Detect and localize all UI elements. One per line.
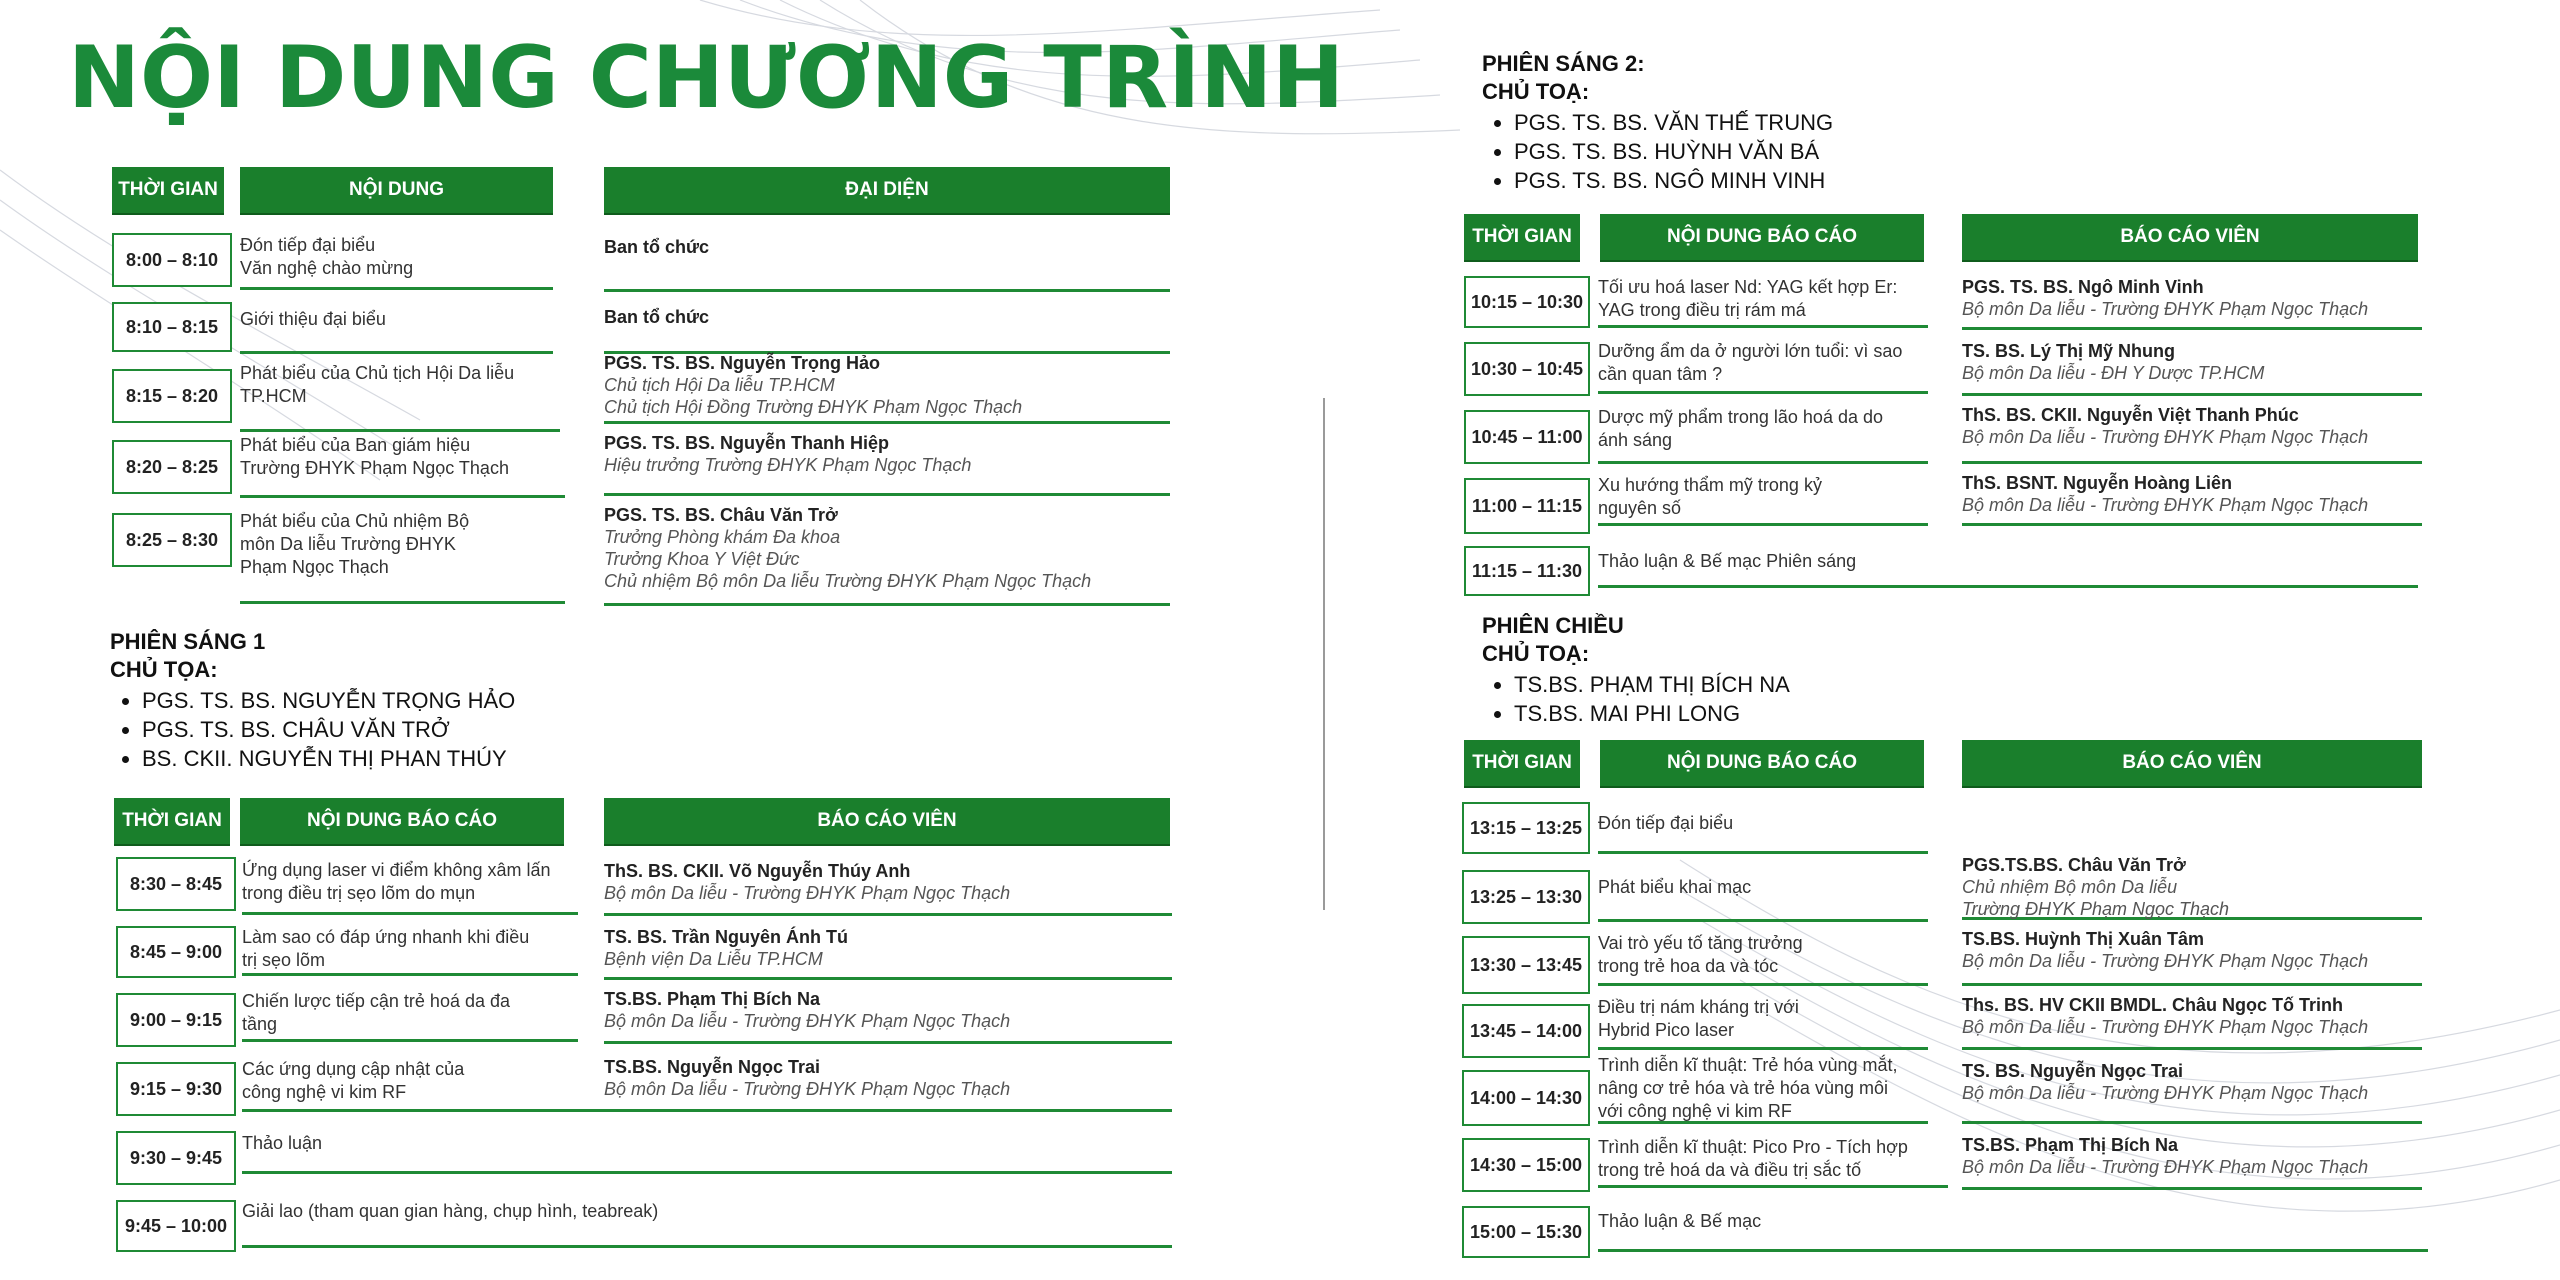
speaker-name: PGS. TS. BS. Châu Văn Trở xyxy=(604,505,838,525)
session3-speaker-cell xyxy=(1962,994,2422,1050)
content-line: Làm sao có đáp ứng nhanh khi điều xyxy=(242,927,530,947)
speaker-affiliation: Chủ nhiệm Bộ môn Da liễu xyxy=(1962,877,2178,897)
session2-chair-list xyxy=(1478,108,1833,195)
session3-header-rep: BÁO CÁO VIÊN xyxy=(1962,740,2422,786)
session3-time-cell: 13:45 – 14:00 xyxy=(1462,1004,1590,1058)
speaker-affiliation: Bộ môn Da liễu - Trường ĐHYK Phạm Ngọc Thạch xyxy=(1962,427,2369,447)
content-line: Trình diễn kĩ thuật: Trẻ hóa vùng mắt, xyxy=(1598,1055,1898,1075)
session3-content-cell xyxy=(1598,810,1928,854)
opening-header-content: NỘI DUNG xyxy=(240,167,553,213)
content-line: trong điều trị sẹo lõm do mụn xyxy=(242,883,476,903)
content-line: Ứng dụng laser vi điểm không xâm lấn xyxy=(242,860,551,880)
opening-content-cell xyxy=(240,232,553,290)
content-line: nguyên số xyxy=(1598,498,1682,518)
content-line: nâng cơ trẻ hóa và trẻ hóa vùng môi xyxy=(1598,1078,1888,1098)
content-line: Phát biểu của Chủ tịch Hội Da liễu xyxy=(240,363,515,383)
session3-content-cell xyxy=(1598,994,1928,1050)
speaker-affiliation: Trưởng Phòng khám Đa khoa xyxy=(604,527,841,547)
session2-speaker-cell xyxy=(1962,472,2422,526)
speaker-affiliation: Hiệu trưởng Trường ĐHYK Phạm Ngọc Thạch xyxy=(604,455,972,475)
session2-time-cell: 10:45 – 11:00 xyxy=(1464,410,1590,464)
session2-time-cell: 10:30 – 10:45 xyxy=(1464,342,1590,396)
session3-chair-label: CHỦ TOẠ: xyxy=(1482,641,1590,666)
session3-time-cell: 14:30 – 15:00 xyxy=(1462,1138,1590,1192)
content-line: Phát biểu của Ban giám hiệu xyxy=(240,435,471,455)
content-line: trong trẻ hoá da và điều trị sắc tố xyxy=(1598,1160,1862,1180)
session2-header-time: THỜI GIAN xyxy=(1464,214,1580,260)
session2-time-cell: 11:15 – 11:30 xyxy=(1464,546,1590,596)
session1-chair-label: CHỦ TỌA: xyxy=(110,657,218,682)
session3-content-cell xyxy=(1598,1052,1928,1124)
speaker-name: TS.BS. Huỳnh Thị Xuân Tâm xyxy=(1962,929,2205,949)
content-line: Tối ưu hoá laser Nd: YAG kết hợp Er: xyxy=(1598,277,1898,297)
session2-speaker-cell xyxy=(1962,404,2422,464)
session2-content-cell xyxy=(1598,274,1928,328)
chair-item: • PGS. TS. BS. NGÔ MINH VINH xyxy=(1514,166,1833,195)
session1-header-content: NỘI DUNG BÁO CÁO xyxy=(240,798,564,844)
session1-content-cell xyxy=(242,1198,1172,1248)
speaker-affiliation: Chủ tịch Hội Đồng Trường ĐHYK Phạm Ngọc Thạch xyxy=(604,397,1023,417)
session3-speaker-cell xyxy=(1962,1134,2422,1190)
speaker-affiliation: Bộ môn Da liễu - Trường ĐHYK Phạm Ngọc Thạch xyxy=(1962,495,2369,515)
session1-time-cell: 9:15 – 9:30 xyxy=(116,1062,236,1116)
opening-time-cell: 8:15 – 8:20 xyxy=(112,369,232,423)
content-line: Vai trò yếu tố tăng trưởng xyxy=(1598,933,1803,953)
opening-content-cell xyxy=(240,360,560,432)
speaker-affiliation: Bộ môn Da liễu - Trường ĐHYK Phạm Ngọc Thạch xyxy=(604,1011,1011,1031)
session1-time-cell: 9:30 – 9:45 xyxy=(116,1131,236,1185)
speaker-affiliation: Bộ môn Da liễu - ĐH Y Dược TP.HCM xyxy=(1962,363,2265,383)
content-line: trị sẹo lõm xyxy=(242,950,326,970)
content-line: Hybrid Pico laser xyxy=(1598,1020,1735,1040)
speaker-name: Ban tổ chức xyxy=(604,237,710,257)
session3-time-cell: 13:15 – 13:25 xyxy=(1462,802,1590,854)
session3-header-time: THỜI GIAN xyxy=(1464,740,1580,786)
session2-speaker-cell xyxy=(1962,276,2422,330)
session1-speaker-cell xyxy=(604,926,1172,980)
speaker-affiliation: Bộ môn Da liễu - Trường ĐHYK Phạm Ngọc Thạch xyxy=(1962,1157,2369,1177)
chair-item: • TS.BS. PHẠM THỊ BÍCH NA xyxy=(1514,670,1790,699)
session3-speaker-cell xyxy=(1962,1060,2422,1124)
content-line: TP.HCM xyxy=(240,386,307,406)
content-line: Giới thiệu đại biểu xyxy=(240,309,386,329)
session3-content-cell xyxy=(1598,1208,2428,1252)
session2-content-cell xyxy=(1598,548,2418,588)
content-line: môn Da liễu Trường ĐHYK xyxy=(240,534,456,554)
content-line: Trường ĐHYK Phạm Ngọc Thạch xyxy=(240,458,509,478)
session3-time-cell: 13:25 – 13:30 xyxy=(1462,870,1590,924)
content-line: YAG trong điều trị rám má xyxy=(1598,300,1806,320)
content-line: Điều trị nám kháng trị với xyxy=(1598,997,1799,1017)
speaker-affiliation: Trường ĐHYK Phạm Ngọc Thạch xyxy=(1962,899,2230,919)
session2-content-cell xyxy=(1598,404,1928,464)
session1-speaker-cell xyxy=(604,988,1172,1044)
opening-header-rep: ĐẠI DIỆN xyxy=(604,167,1170,213)
content-line: công nghệ vi kim RF xyxy=(242,1082,407,1102)
session3-header-content: NỘI DUNG BÁO CÁO xyxy=(1600,740,1924,786)
session2-title: PHIÊN SÁNG 2: xyxy=(1482,51,1645,76)
speaker-name: PGS. TS. BS. Nguyễn Trọng Hảo xyxy=(604,353,881,373)
content-line: Phạm Ngọc Thạch xyxy=(240,557,389,577)
session1-content-cell xyxy=(242,857,578,915)
speaker-name: ThS. BSNT. Nguyễn Hoàng Liên xyxy=(1962,473,2233,493)
chair-item: • PGS. TS. BS. HUỲNH VĂN BÁ xyxy=(1514,137,1833,166)
opening-content-cell xyxy=(240,432,565,498)
speaker-name: Ths. BS. HV CKII BMDL. Châu Ngọc Tố Trinh xyxy=(1962,995,2343,1015)
speaker-affiliation: Bộ môn Da liễu - Trường ĐHYK Phạm Ngọc Thạch xyxy=(1962,299,2369,319)
speaker-affiliation: Bệnh viện Da Liễu TP.HCM xyxy=(604,949,823,969)
session1-header-time: THỜI GIAN xyxy=(114,798,230,844)
speaker-affiliation: Chủ tịch Hội Da liễu TP.HCM xyxy=(604,375,835,395)
opening-speaker-cell xyxy=(604,352,1170,424)
opening-speaker-cell xyxy=(604,306,1170,354)
opening-speaker-cell xyxy=(604,504,1170,606)
session1-header-rep: BÁO CÁO VIÊN xyxy=(604,798,1170,844)
session1-time-cell: 8:30 – 8:45 xyxy=(116,857,236,911)
speaker-name: PGS. TS. BS. Nguyễn Thanh Hiệp xyxy=(604,433,890,453)
session3-time-cell: 15:00 – 15:30 xyxy=(1462,1206,1590,1258)
speaker-affiliation: Bộ môn Da liễu - Trường ĐHYK Phạm Ngọc Thạch xyxy=(604,1079,1011,1099)
opening-time-cell: 8:20 – 8:25 xyxy=(112,440,232,494)
chair-item: • PGS. TS. BS. VĂN THẾ TRUNG xyxy=(1514,108,1833,137)
content-line: Phát biểu khai mạc xyxy=(1598,877,1752,897)
opening-time-cell: 8:25 – 8:30 xyxy=(112,513,232,567)
session1-content-cell xyxy=(242,988,578,1042)
content-line: Văn nghệ chào mừng xyxy=(240,258,414,278)
content-line: Giải lao (tham quan gian hàng, chụp hình, teabreak) xyxy=(242,1201,659,1221)
content-line: Thảo luận xyxy=(242,1133,323,1153)
session1-time-cell: 9:00 – 9:15 xyxy=(116,993,236,1047)
opening-header-time: THỜI GIAN xyxy=(112,167,224,213)
speaker-affiliation: Bộ môn Da liễu - Trường ĐHYK Phạm Ngọc Thạch xyxy=(1962,1017,2369,1037)
opening-content-cell xyxy=(240,306,553,354)
content-line: Xu hướng thẩm mỹ trong kỷ xyxy=(1598,475,1822,495)
speaker-affiliation: Trưởng Khoa Y Việt Đức xyxy=(604,549,800,569)
session3-time-cell: 14:00 – 14:30 xyxy=(1462,1070,1590,1126)
content-line: Phát biểu của Chủ nhiệm Bộ xyxy=(240,511,470,531)
session1-time-cell: 8:45 – 9:00 xyxy=(116,926,236,978)
speaker-name: TS.BS. Phạm Thị Bích Na xyxy=(1962,1135,2179,1155)
session1-content-cell xyxy=(242,924,578,976)
session2-content-cell xyxy=(1598,472,1928,526)
session1-content-cell xyxy=(242,1130,1172,1174)
session2-chair-label: CHỦ TOẠ: xyxy=(1482,79,1590,104)
session2-time-cell: 11:00 – 11:15 xyxy=(1464,478,1590,534)
content-line: Thảo luận & Bế mạc Phiên sáng xyxy=(1598,551,1857,571)
opening-time-cell: 8:00 – 8:10 xyxy=(112,233,232,287)
content-line: Dưỡng ẩm da ở người lớn tuổi: vì sao xyxy=(1598,341,1903,361)
speaker-name: PGS. TS. BS. Ngô Minh Vinh xyxy=(1962,277,2204,297)
content-line: cần quan tâm ? xyxy=(1598,364,1723,384)
session1-chair-list xyxy=(106,686,515,773)
chair-item: • BS. CKII. NGUYỄN THỊ PHAN THÚY xyxy=(142,744,515,773)
session3-content-cell xyxy=(1598,1134,1948,1188)
speaker-affiliation: Chủ nhiệm Bộ môn Da liễu Trường ĐHYK Phạm Ngọc Thạch xyxy=(604,571,1092,591)
opening-speaker-cell xyxy=(604,236,1170,292)
content-line: Đón tiếp đại biểu xyxy=(240,235,376,255)
chair-item: • PGS. TS. BS. CHÂU VĂN TRỞ xyxy=(142,715,515,744)
speaker-name: TS.BS. Phạm Thị Bích Na xyxy=(604,989,821,1009)
content-line: trong trẻ hoa da và tóc xyxy=(1598,956,1779,976)
speaker-name: TS. BS. Nguyễn Ngọc Trai xyxy=(1962,1061,2184,1081)
content-line: tầng xyxy=(242,1014,278,1034)
speaker-name: PGS.TS.BS. Châu Văn Trở xyxy=(1962,855,2186,875)
session3-time-cell: 13:30 – 13:45 xyxy=(1462,936,1590,994)
chair-item: • PGS. TS. BS. NGUYỄN TRỌNG HẢO xyxy=(142,686,515,715)
speaker-name: Ban tổ chức xyxy=(604,307,710,327)
page-title: NỘI DUNG CHƯƠNG TRÌNH xyxy=(68,28,1345,128)
session2-content-cell xyxy=(1598,338,1928,394)
session1-title: PHIÊN SÁNG 1 xyxy=(110,629,266,654)
chair-item: • TS.BS. MAI PHI LONG xyxy=(1514,699,1790,728)
speaker-name: ThS. BS. CKII. Nguyễn Việt Thanh Phúc xyxy=(1962,405,2299,425)
content-line: Chiến lược tiếp cận trẻ hoá da đa xyxy=(242,991,511,1011)
content-line: ánh sáng xyxy=(1598,430,1673,450)
session3-speaker-cell xyxy=(1962,928,2422,986)
speaker-name: ThS. BS. CKII. Võ Nguyễn Thúy Anh xyxy=(604,861,911,881)
opening-time-cell: 8:10 – 8:15 xyxy=(112,302,232,352)
opening-content-cell xyxy=(240,508,565,604)
session2-header-rep: BÁO CÁO VIÊN xyxy=(1962,214,2418,260)
session1-time-cell: 9:45 – 10:00 xyxy=(116,1200,236,1252)
opening-speaker-cell xyxy=(604,432,1170,496)
session1-speaker-cell xyxy=(604,860,1172,916)
speaker-affiliation: Bộ môn Da liễu - Trường ĐHYK Phạm Ngọc Thạch xyxy=(604,883,1011,903)
content-line: Thảo luận & Bế mạc xyxy=(1598,1211,1762,1231)
speaker-affiliation: Bộ môn Da liễu - Trường ĐHYK Phạm Ngọc Thạch xyxy=(1962,1083,2369,1103)
session2-time-cell: 10:15 – 10:30 xyxy=(1464,276,1590,328)
session1-speaker-cell xyxy=(604,1056,1172,1112)
content-line: Các ứng dụng cập nhật của xyxy=(242,1059,465,1079)
speaker-name: TS. BS. Trần Nguyên Ánh Tú xyxy=(604,927,849,947)
session3-content-cell xyxy=(1598,874,1928,922)
speaker-name: TS.BS. Nguyễn Ngọc Trai xyxy=(604,1057,821,1077)
session2-header-content: NỘI DUNG BÁO CÁO xyxy=(1600,214,1924,260)
content-line: Trình diễn kĩ thuật: Pico Pro - Tích hợp xyxy=(1598,1137,1908,1157)
session3-title: PHIÊN CHIỀU xyxy=(1482,613,1624,638)
session2-speaker-cell xyxy=(1962,340,2422,396)
content-line: Dược mỹ phẩm trong lão hoá da do xyxy=(1598,407,1884,427)
speaker-affiliation: Bộ môn Da liễu - Trường ĐHYK Phạm Ngọc Thạch xyxy=(1962,951,2369,971)
content-line: với công nghệ vi kim RF xyxy=(1598,1101,1792,1121)
session3-speaker-cell xyxy=(1962,854,2422,920)
session3-chair-list xyxy=(1478,670,1790,728)
content-line: Đón tiếp đại biểu xyxy=(1598,813,1734,833)
speaker-name: TS. BS. Lý Thị Mỹ Nhung xyxy=(1962,341,2175,361)
session3-content-cell xyxy=(1598,930,1928,986)
